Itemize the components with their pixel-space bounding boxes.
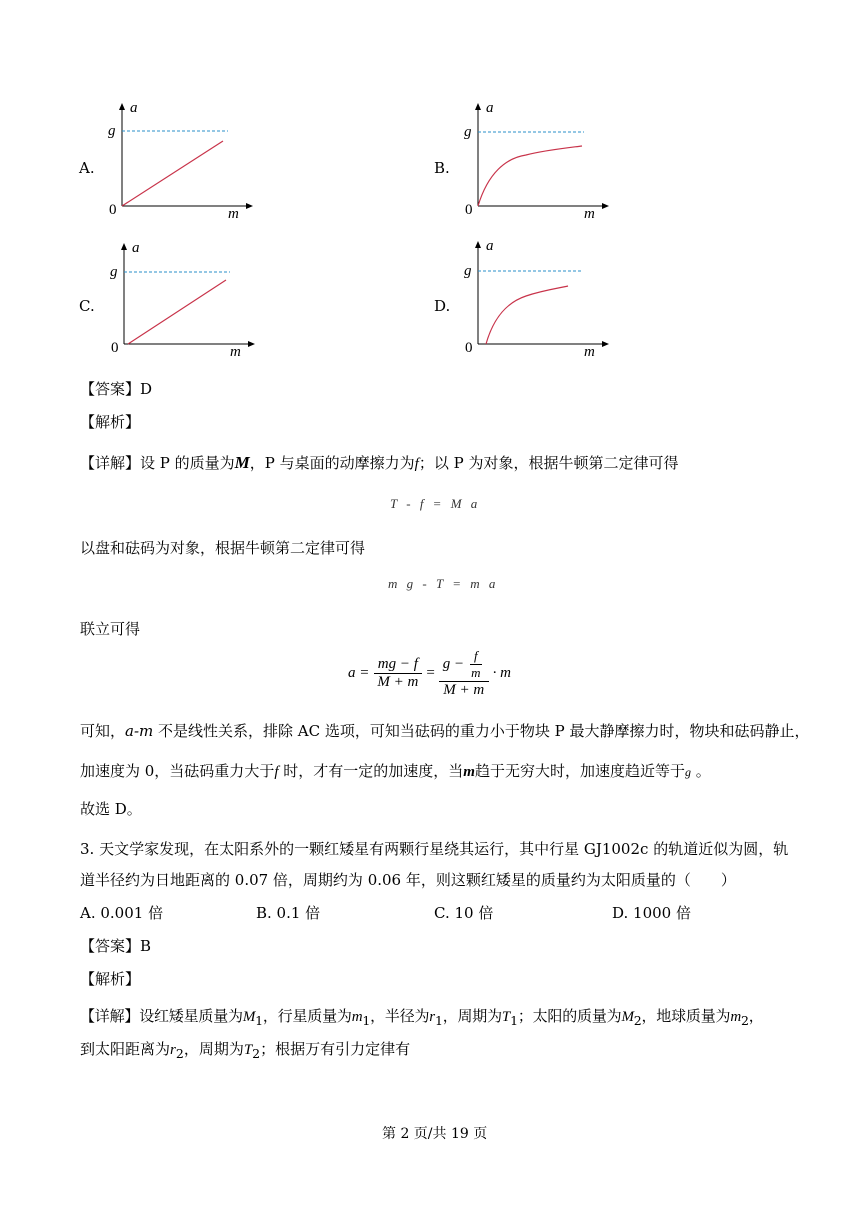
graph-c [102,238,262,362]
curve-line [486,286,568,344]
curve-line [478,146,582,206]
y-axis-label: a [486,238,494,254]
g-label: g [464,124,472,140]
q2-line2: 以盘和砝码为对象，根据牛顿第二定律可得 [80,539,366,557]
graph-d [456,236,616,360]
q3-stem-line1: 3. 天文学家发现，在太阳系外的一颗红矮星有两颗行星绕其运行，其中行星 GJ1002c 的轨道近似为圆，轨 [80,840,789,858]
graph-a [100,98,260,222]
q3-option-a: A. 0.001 倍 [80,904,164,922]
origin-label: 0 [111,340,119,356]
origin-label: 0 [465,202,473,218]
x-axis-label: m [230,344,241,360]
q3-detail-line1: 【详解】设红矮星质量为$M_1$，行星质量为$m_1$，半径为$r_1$，周期为$T_1$；太阳的质量为$M_2$，地球质量为$m_2$， [80,1007,764,1028]
q2-detail: 【详解】设 P 的质量为M，P 与桌面的动摩擦力为f；以 P 为对象，根据牛顿第二定律可得 [80,453,679,472]
x-axis-label: m [584,344,595,360]
page-footer: 第 2 页/共 19 页 [382,1126,488,1142]
x-axis-label: m [584,206,595,222]
q3-answer: 【答案】B [80,937,152,955]
option-label-a: A. [79,159,95,177]
q2-answer: 【答案】D [80,380,153,398]
option-label-d: D. [434,297,451,315]
q3-option-d: D. 1000 倍 [612,904,691,922]
g-label: g [110,264,118,280]
q3-option-c: C. 10 倍 [434,904,494,922]
q2-analysis-label: 【解析】 [80,413,141,431]
option-label-b: B. [434,159,450,177]
option-label-c: C. [79,297,95,315]
q3-stem-line2: 道半径约为日地距离的 0.07 倍，周期约为 0.06 年，则这颗红矮星的质量约为太阳质量的（ ） [80,871,736,889]
y-axis-label: a [132,240,140,256]
origin-label: 0 [109,202,117,218]
q2-conclusion-1: 可知，a-m 不是线性关系，排除 AC 选项，可知当砝码的重力小于物块 P 最大静摩擦力时，物块和砝码静止， [80,722,810,740]
origin-label: 0 [465,340,473,356]
equation-3: a = $\frac{mg - f}{M + m}$ = g − $\frac{f}{m}$ M + m · m [348,648,511,698]
q2-conclusion-2: 加速度为 0，当砝码重力大于f 时，才有一定的加速度，当m趋于无穷大时，加速度趋近等于g 。 [80,762,711,780]
graph-b [456,98,616,222]
q3-analysis-label: 【解析】 [80,970,141,988]
q3-option-b: B. 0.1 倍 [256,904,321,922]
g-label: g [108,123,116,139]
equation-2: m g - T = m a [388,576,499,591]
q3-detail-line2: 到太阳距离为$r_2$，周期为$T_2$；根据万有引力定律有 [80,1040,411,1061]
equation-1: T - f = M a [390,496,481,511]
curve-line [128,280,226,344]
q2-line3: 联立可得 [80,620,141,638]
y-axis-label: a [130,100,138,116]
y-axis-label: a [486,100,494,116]
q2-select: 故选 D。 [80,800,142,818]
x-axis-label: m [228,206,239,222]
g-label: g [464,263,472,279]
curve-line [122,141,223,206]
